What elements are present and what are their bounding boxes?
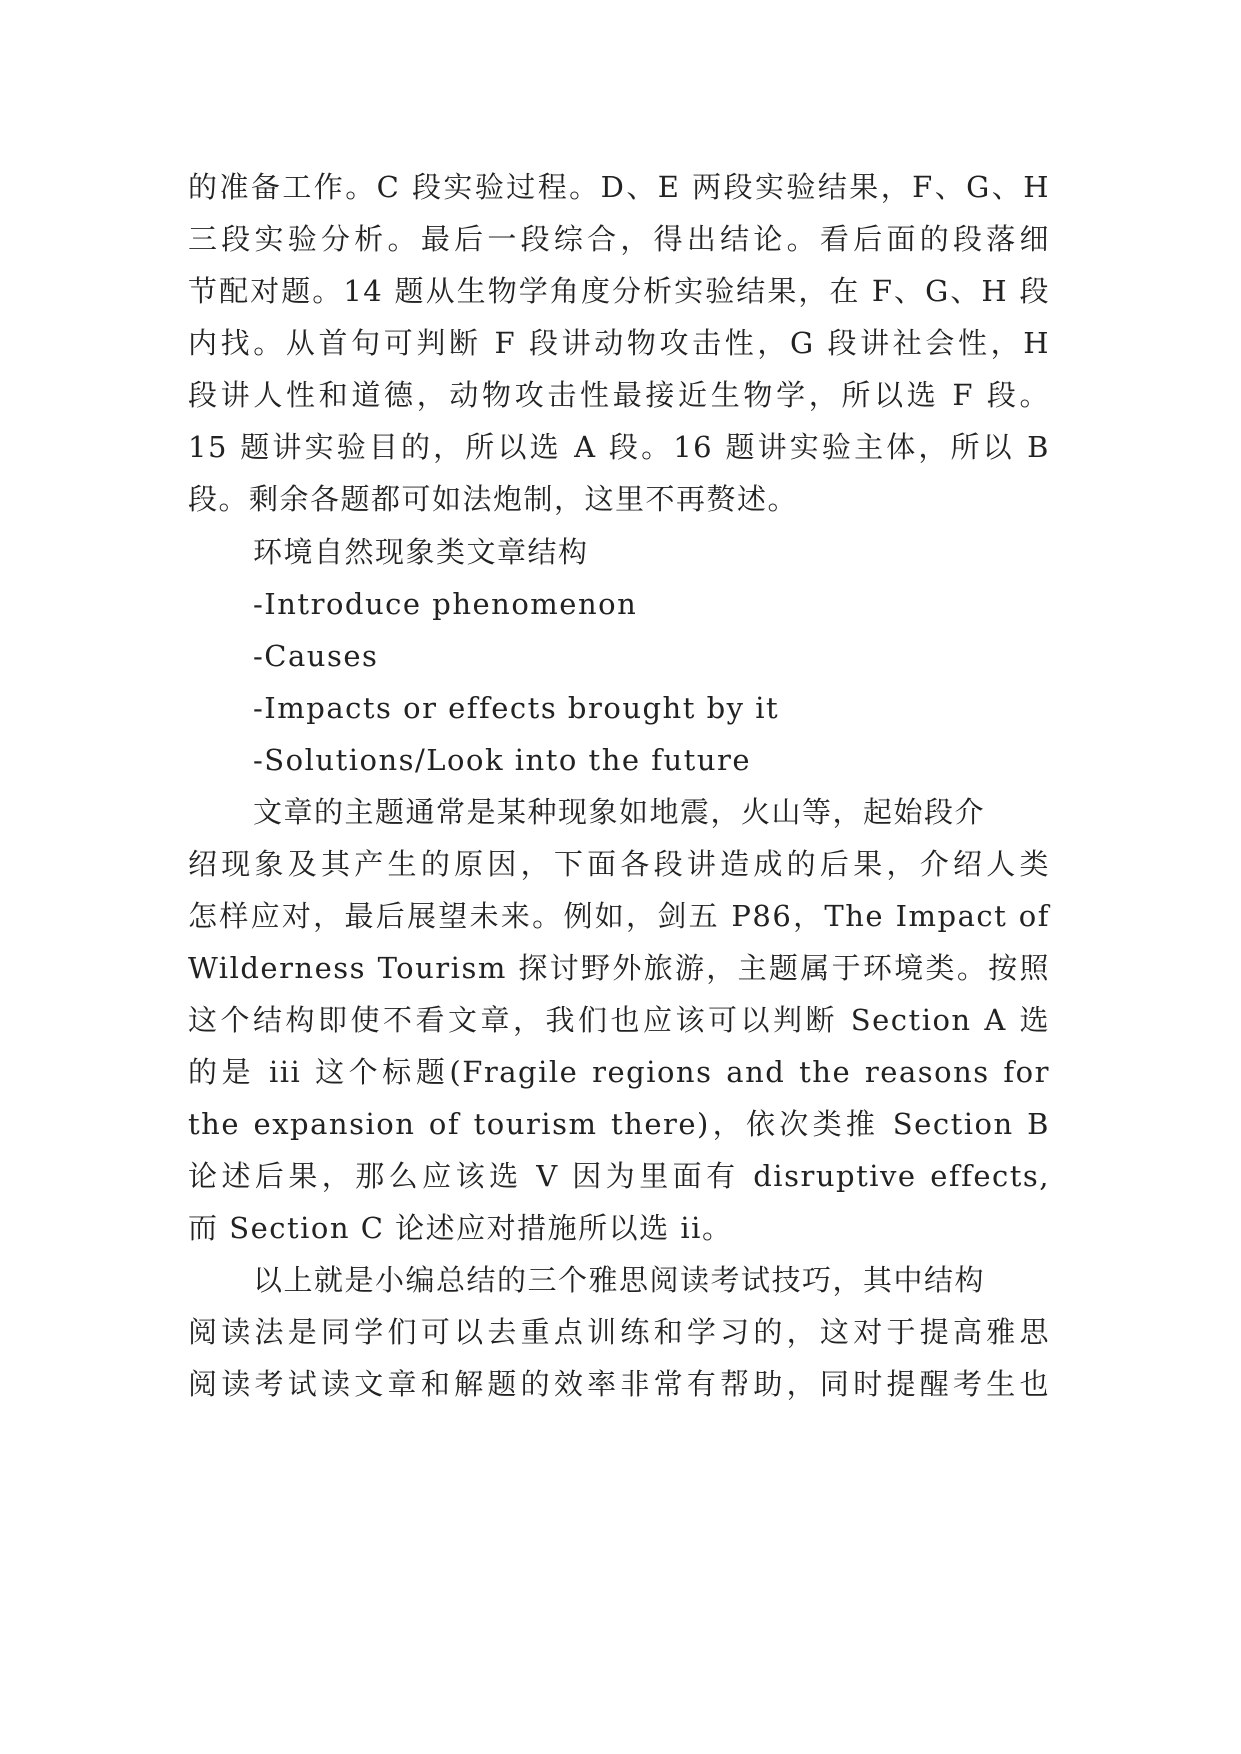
outline-item: -Solutions/Look into the future [253,743,752,777]
text-line: 的准备工作。C 段实验过程。D、E 两段实验结果，F、G、H [188,170,1050,204]
text-line: 15 题讲实验目的，所以选 A 段。16 题讲实验主体，所以 B [188,430,1050,464]
text-line: 文章的主题通常是某种现象如地震，火山等，起始段介 [253,795,986,829]
text-line: 段讲人性和道德，动物攻击性最接近生物学，所以选 F 段。 [188,378,1050,412]
text-line: 节配对题。14 题从生物学角度分析实验结果，在 F、G、H 段 [188,274,1050,308]
text-line: 的是 iii 这个标题(Fragile regions and the reasons for [188,1055,1050,1089]
text-line: 段。剩余各题都可如法炮制，这里不再赘述。 [188,482,799,516]
outline-item: -Impacts or effects brought by it [253,691,780,725]
text-line: 而 Section C 论述应对措施所以选 ii。 [188,1211,733,1245]
text-line: 内找。从首句可判断 F 段讲动物攻击性，G 段讲社会性，H [188,326,1050,360]
text-line: the expansion of tourism there)，依次类推 Section B [188,1107,1050,1141]
text-line: 三段实验分析。最后一段综合，得出结论。看后面的段落细 [188,222,1050,256]
text-line: 以上就是小编总结的三个雅思阅读考试技巧，其中结构 [253,1263,986,1297]
text-line: 怎样应对，最后展望未来。例如，剑五 P86，The Impact of [188,899,1050,933]
text-line: 论述后果，那么应该选 V 因为里面有 disruptive effects, [188,1159,1050,1193]
outline-item: -Causes [253,639,379,673]
text-line: Wilderness Tourism 探讨野外旅游，主题属于环境类。按照 [188,951,1050,985]
text-line: 这个结构即使不看文章，我们也应该可以判断 Section A 选 [188,1003,1050,1037]
text-line: 绍现象及其产生的原因，下面各段讲造成的后果，介绍人类 [188,847,1050,881]
section-heading: 环境自然现象类文章结构 [253,535,589,569]
outline-item: -Introduce phenomenon [253,587,638,621]
text-line: 阅读法是同学们可以去重点训练和学习的，这对于提高雅思 [188,1315,1050,1349]
text-line: 阅读考试读文章和解题的效率非常有帮助，同时提醒考生也 [188,1367,1050,1401]
